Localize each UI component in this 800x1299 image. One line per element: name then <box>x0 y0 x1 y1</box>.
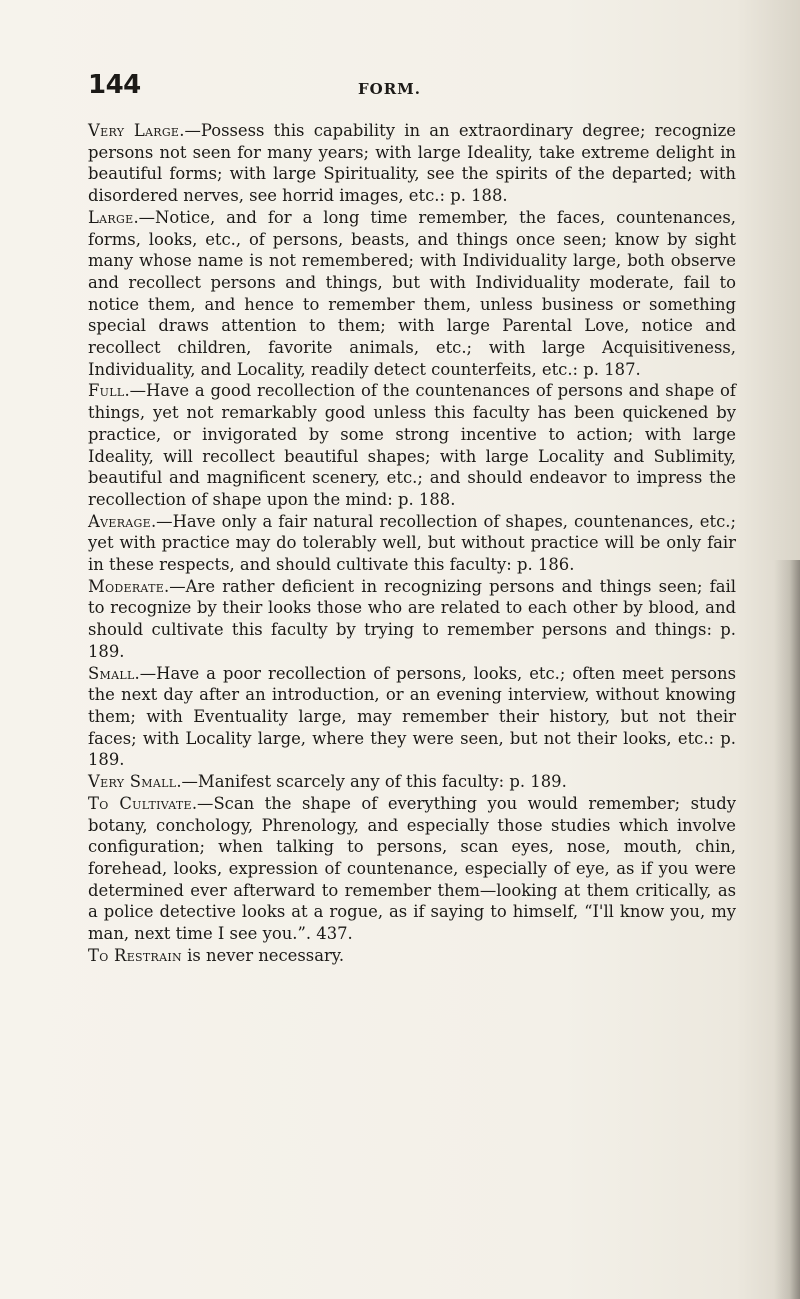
paragraph-text: .—Manifest scarcely any of this faculty: p. 189. <box>176 772 567 792</box>
paragraph-text: .—Are rather deficient in recognizing persons and things seen; fail to recognize by their looks those who are related to each other by blood, and should cultivate this faculty by trying to remember persons and things: p. 189. <box>88 576 736 661</box>
paragraph-to-cultivate <box>88 793 736 945</box>
term-label: Full <box>88 381 125 401</box>
paragraph-text: .—Notice, and for a long time remember, the faces, countenances, forms, looks, etc., of persons, beasts, and things once seen; know by sight many whose name is not remembered; with Individuality large, both observe and recollect persons and things, but with Individuality moderate, fail to notice them, and hence to remember them, unless business or something special draws attention to them; with large Parental Love, notice and recollect children, favorite animals, etc.; with large Acquisitiveness, Individuality, and Locality, readily detect counterfeits, etc.: p. 187. <box>88 207 736 379</box>
term-label: Small <box>88 663 135 683</box>
paragraph-text: .—Have only a fair natural recollection of shapes, countenances, etc.; yet with practice may do tolerably well, but without practice will be only fair in these respects, and should cultivate this faculty: p. 186. <box>88 511 736 575</box>
term-label: To Restrain <box>88 945 182 965</box>
paragraph-large <box>88 207 736 381</box>
paragraph-text: .—Have a good recollection of the countenances of persons and shape of things, yet not remarkably good unless this faculty has been quickened by practice, or invigorated by some strong incentive to action; with large Ideality, will recollect beautiful shapes; with large Locality and Sublimity, beautiful and magnificent scenery, etc.; and should endeavor to impress the recollection of shape upon the mind: p. 188. <box>88 381 736 509</box>
paragraph-very-small <box>88 771 736 793</box>
term-label: Very Small <box>88 772 177 792</box>
paragraph-small <box>88 663 736 772</box>
paragraph-text: .—Possess this capability in an extraordinary degree; recognize persons not seen for many years; with large Ideality, take extreme delight in beautiful forms; with large Spirituality, see the spirits of the departed; with disordered nerves, see horrid images, etc.: p. 188. <box>88 121 736 206</box>
paragraph-to-restrain <box>88 945 736 967</box>
page-number: 144 <box>88 70 141 100</box>
term-label: Moderate <box>88 576 165 596</box>
page-edge-shadow <box>774 560 800 1299</box>
term-label: Average <box>88 511 151 531</box>
term-label: To Cultivate <box>88 793 192 813</box>
body-text <box>88 120 736 966</box>
running-head: FORM. <box>358 80 422 98</box>
term-label: Large <box>88 207 134 227</box>
page-header <box>88 70 728 110</box>
paragraph-text: .—Have a poor recollection of persons, looks, etc.; often meet persons the next day after an introduction, or an evening interview, without knowing them; with Eventuality large, may remember their history, but not their faces; with Locality large, where they were seen, but not their looks, etc.: p. 189. <box>88 663 736 770</box>
paragraph-text: is never necessary. <box>181 945 345 965</box>
paragraph-text: .—Scan the shape of everything you would remember; study botany, conchology, Phrenology, and especially those studies which involve configuration; when talking to persons, scan eyes, nose, mouth, chin, forehead, looks, expression of countenance, especially of eye, as if you were determined ever afterward to remember them—looking at them critically, as a police detective looks at a rogue, as if saying to himself, “I'll know you, my man, next time I see you.”. 437. <box>88 793 736 944</box>
term-label: Very Large <box>88 121 180 140</box>
paragraph-average <box>88 511 736 576</box>
paragraph-full <box>88 380 736 510</box>
paragraph-moderate <box>88 576 736 663</box>
paragraph-very-large <box>88 120 736 207</box>
